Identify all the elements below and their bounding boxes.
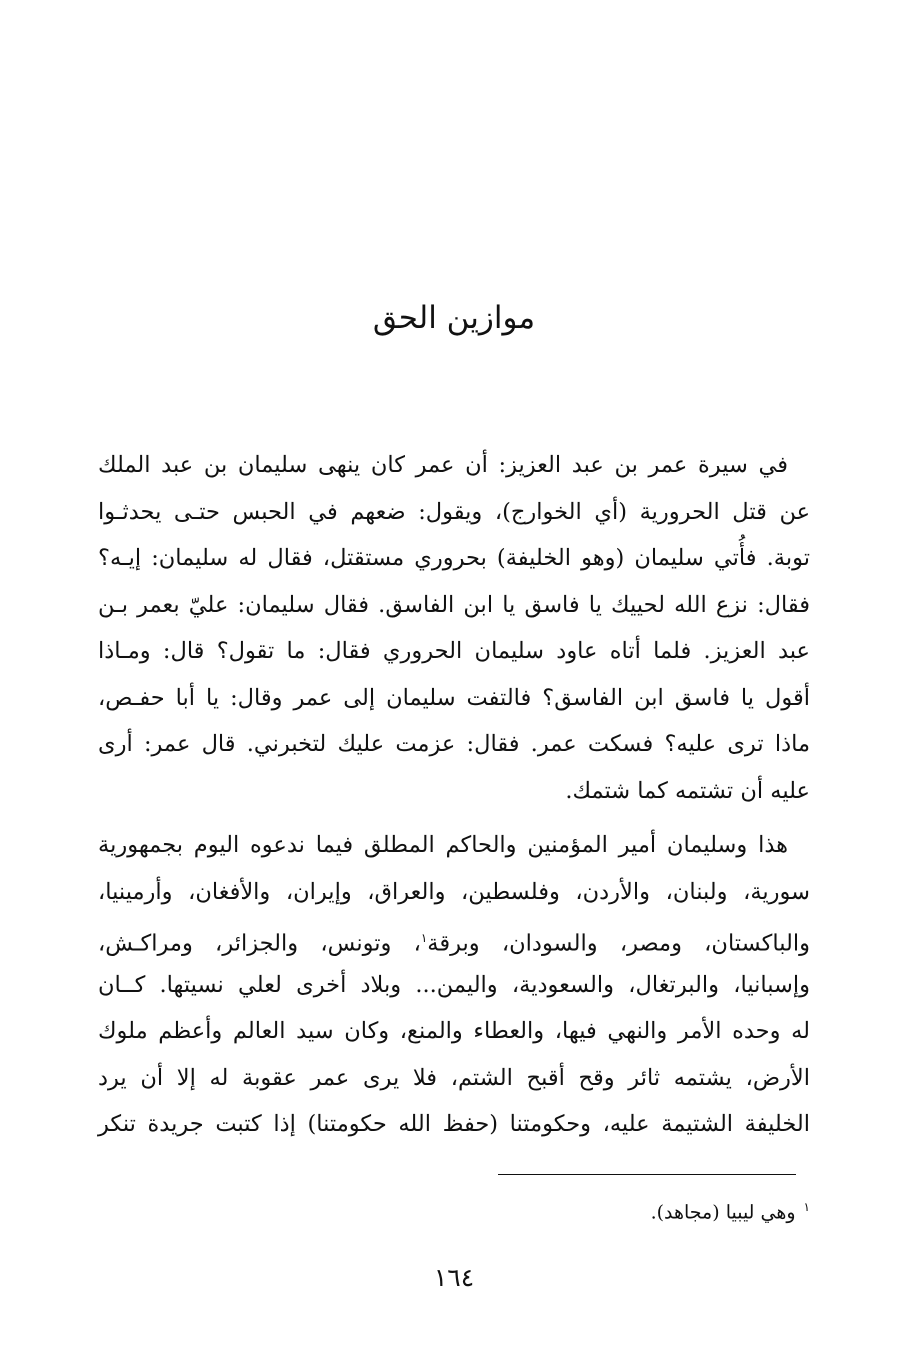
- text-line: أقول يا فاسق ابن الفاسق؟ فالتفت سليمان إلى عمر وقال: يا أبا حفـص،: [98, 684, 810, 711]
- paragraph-1: [98, 442, 810, 814]
- page-title: موازين الحق: [372, 300, 536, 336]
- text-line: وإسبانيا، والبرتغال، والسعودية، واليمن... وبلاد أخرى لعلي نسيتها. كــان: [98, 971, 810, 998]
- text-line: هذا وسليمان أمير المؤمنين والحاكم المطلق فيما ندعوه اليوم بجمهورية: [98, 832, 788, 858]
- text-line: في سيرة عمر بن عبد العزيز: أن عمر كان ينهى سليمان بن عبد الملك: [98, 452, 788, 478]
- text-line: ماذا ترى عليه؟ فسكت عمر. فقال: عزمت عليك لتخبرني. قال عمر: أرى: [98, 731, 810, 757]
- text-line: الخليفة الشتيمة عليه، وحكومتنا (حفظ الله حكومتنا) إذا كتبت جريدة تنكر: [98, 1111, 810, 1137]
- footnote-marker: ١: [803, 1200, 810, 1214]
- text-line: عليه أن تشتمه كما شتمك.: [565, 777, 810, 804]
- text-line-with-footnote: [98, 915, 810, 962]
- text-segment: ، وتونس، والجزائر، ومراكـش،: [98, 930, 421, 957]
- page-number: ١٦٤: [433, 1263, 475, 1292]
- text-line: سورية، ولبنان، والأردن، وفلسطين، والعراق، وإيران، والأفغان، وأرمينيا،: [98, 878, 810, 905]
- text-line: عبد العزيز. فلما أتاه عاود سليمان الحروري فقال: ما تقول؟ قال: ومـاذا: [98, 638, 810, 664]
- paragraph-2: [98, 822, 810, 1148]
- text-line: الأرض، يشتمه ثائر وقح أقبح الشتم، فلا يرى عمر عقوبة له إلا أن يرد: [98, 1064, 810, 1091]
- text-line: توبة. فأُتي سليمان (وهو الخليفة) بحروري مستقتل، فقال له سليمان: إيـه؟: [98, 545, 810, 571]
- text-line: فقال: نزع الله لحييك يا فاسق يا ابن الفاسق. فقال سليمان: عليّ بعمر بـن: [98, 591, 810, 618]
- text-segment: والباكستان، ومصر، والسودان، وبرقة: [427, 930, 810, 957]
- footnote-separator: [498, 1174, 796, 1175]
- text-line: له وحده الأمر والنهي فيها، والعطاء والمنع، وكان سيد العالم وأعظم ملوك: [98, 1018, 810, 1044]
- footnote-text: وهي ليبيا (مجاهد).: [650, 1201, 796, 1224]
- footnote: [651, 1192, 810, 1227]
- text-line: عن قتل الحرورية (أي الخوارج)، ويقول: ضعهم في الحبس حتـى يحدثـوا: [98, 498, 810, 525]
- footnote-reference[interactable]: ١: [420, 931, 428, 945]
